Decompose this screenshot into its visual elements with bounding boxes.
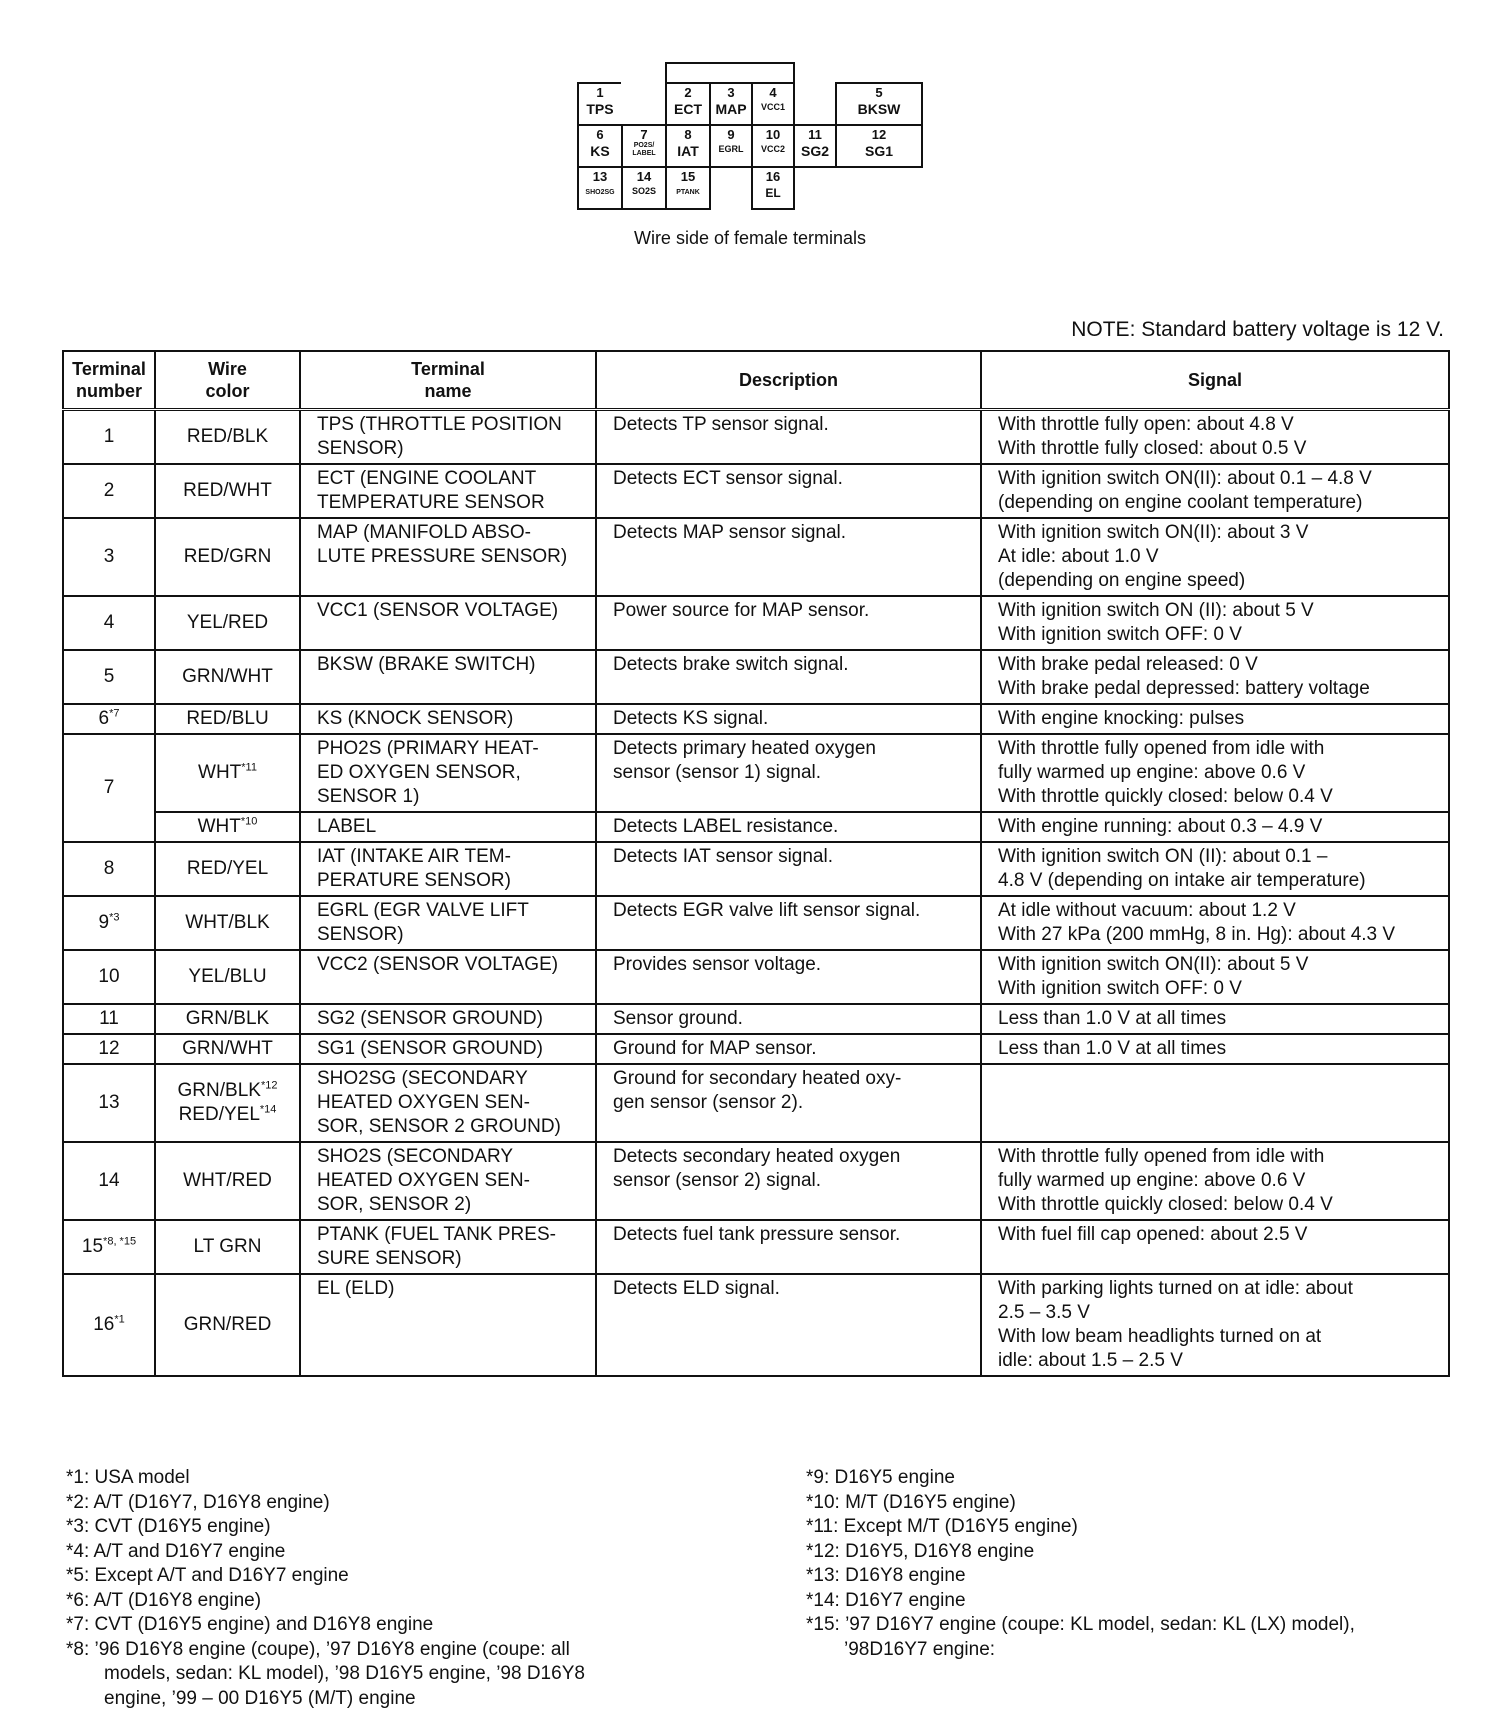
table-row — [63, 1274, 1449, 1376]
footnotes-right — [806, 1466, 1466, 1662]
footnotes-left — [66, 1466, 766, 1711]
description-cell: Detects primary heated oxygen sensor (sensor 1) signal. — [596, 734, 981, 812]
description-cell: Detects secondary heated oxygen sensor (sensor 2) signal. — [596, 1142, 981, 1220]
signal-cell: With engine running: about 0.3 – 4.9 V — [981, 812, 1449, 842]
terminal-1: 1 TPS — [577, 82, 623, 126]
description-cell: Detects ELD signal. — [596, 1274, 981, 1376]
table-row — [63, 1004, 1449, 1034]
signal-cell: At idle without vacuum: about 1.2 V With 27 kPa (200 mmHg, 8 in. Hg): about 4.3 V — [981, 896, 1449, 950]
footnote: *4: A/T and D16Y7 engine — [66, 1540, 286, 1562]
footnote: *5: Except A/T and D16Y7 engine — [66, 1565, 349, 1586]
description-cell: Ground for MAP sensor. — [596, 1034, 981, 1064]
footnote: *8: ’96 D16Y8 engine (coupe), ’97 D16Y8 engine (coupe: all models, sedan: KL model), ’98 D16Y5 engine, ’98 D16Y8 engine, ’99 – 00 D16Y5 (M/T) engine — [66, 1638, 585, 1709]
terminal-name-cell: SHO2SG (SECONDARY HEATED OXYGEN SEN- SOR, SENSOR 2 GROUND) — [300, 1064, 596, 1142]
terminal-number-cell: 1 — [63, 410, 155, 465]
footnote: *9: D16Y5 engine — [806, 1467, 955, 1488]
terminal-name-cell: IAT (INTAKE AIR TEM- PERATURE SENSOR) — [300, 842, 596, 896]
terminal-15: 15 PTANK — [665, 166, 711, 210]
table-row — [63, 596, 1449, 650]
terminal-blank-a — [621, 82, 667, 126]
footnote-ref: *12 — [260, 1079, 278, 1092]
wire-color-cell: YEL/RED — [155, 596, 300, 650]
wire-color-cell: GRN/WHT — [155, 1034, 300, 1064]
terminal-name-cell: PHO2S (PRIMARY HEAT- ED OXYGEN SENSOR, SENSOR 1) — [300, 734, 596, 812]
wire-color-cell: WHT/BLK — [155, 896, 300, 950]
signal-cell: With fuel fill cap opened: about 2.5 V — [981, 1220, 1449, 1274]
footnote-ref: *10 — [240, 815, 258, 828]
footnote: *14: D16Y7 engine — [806, 1589, 966, 1611]
terminal-5: 5 BKSW — [835, 82, 923, 126]
signal-cell: With throttle fully open: about 4.8 V With throttle fully closed: about 0.5 V — [981, 410, 1449, 465]
table-row — [63, 1064, 1449, 1142]
terminal-3: 3 MAP — [709, 82, 753, 126]
header-description: Description — [596, 351, 981, 410]
wire-color-cell: GRN/BLK — [155, 1004, 300, 1034]
terminal-number-cell: 7 — [63, 734, 155, 842]
table-row — [63, 734, 1449, 812]
description-cell: Detects EGR valve lift sensor signal. — [596, 896, 981, 950]
wire-color-cell: WHT$^{*11}$ — [155, 734, 300, 812]
header-signal: Signal — [981, 351, 1449, 410]
terminal-number-cell: 5 — [63, 650, 155, 704]
footnote: *7: CVT (D16Y5 engine) and D16Y8 engine — [66, 1614, 434, 1635]
signal-cell: With engine knocking: pulses — [981, 704, 1449, 734]
terminal-2: 2 ECT — [665, 82, 711, 126]
terminal-number-cell: 6$^{*7}$ — [63, 704, 155, 734]
terminal-name-cell: SG2 (SENSOR GROUND) — [300, 1004, 596, 1034]
wire-color-cell: WHT$^{*10}$ — [155, 812, 300, 842]
description-cell: Detects fuel tank pressure sensor. — [596, 1220, 981, 1274]
signal-cell: With ignition switch ON(II): about 5 V With ignition switch OFF: 0 V — [981, 950, 1449, 1004]
footnote: *11: Except M/T (D16Y5 engine) — [806, 1516, 1078, 1537]
signal-cell: Less than 1.0 V at all times — [981, 1034, 1449, 1064]
footnote: *1: USA model — [66, 1467, 190, 1488]
description-cell: Detects LABEL resistance. — [596, 812, 981, 842]
terminal-table — [62, 350, 1450, 1377]
terminal-name-cell: VCC1 (SENSOR VOLTAGE) — [300, 596, 596, 650]
table-row — [63, 518, 1449, 596]
terminal-number-cell: 11 — [63, 1004, 155, 1034]
wire-color-cell: GRN/RED — [155, 1274, 300, 1376]
footnote: *2: A/T (D16Y7, D16Y8 engine) — [66, 1491, 330, 1513]
description-cell: Detects brake switch signal. — [596, 650, 981, 704]
terminal-14: 14 SO2S — [621, 166, 667, 210]
terminal-number-cell: 14 — [63, 1142, 155, 1220]
wire-color-cell: GRN/WHT — [155, 650, 300, 704]
description-cell: Detects MAP sensor signal. — [596, 518, 981, 596]
footnote-ref: *8, *15 — [103, 1235, 137, 1248]
terminal-name-cell: PTANK (FUEL TANK PRES- SURE SENSOR) — [300, 1220, 596, 1274]
terminal-number-cell: 16$^{*1}$ — [63, 1274, 155, 1376]
footnote-ref: *7 — [109, 707, 120, 720]
table-row — [63, 1142, 1449, 1220]
signal-cell: Less than 1.0 V at all times — [981, 1004, 1449, 1034]
footnote: *15: ’97 D16Y7 engine (coupe: KL model, sedan: KL (LX) model), ’98D16Y7 engine: — [806, 1614, 1355, 1660]
terminal-number-cell: 10 — [63, 950, 155, 1004]
table-row — [63, 842, 1449, 896]
signal-cell: With parking lights turned on at idle: about 2.5 – 3.5 V With low beam headlights turned on at idle: about 1.5 – 2.5 V — [981, 1274, 1449, 1376]
terminal-name-cell: VCC2 (SENSOR VOLTAGE) — [300, 950, 596, 1004]
wire-color-cell: RED/BLU — [155, 704, 300, 734]
table-row — [63, 896, 1449, 950]
wire-color-cell: WHT/RED — [155, 1142, 300, 1220]
terminal-11: 11 SG2 — [793, 124, 837, 168]
signal-cell: With ignition switch ON (II): about 0.1 – 4.8 V (depending on intake air temperature) — [981, 842, 1449, 896]
battery-voltage-note: NOTE: Standard battery voltage is 12 V. — [1071, 318, 1444, 341]
terminal-12: 12 SG1 — [835, 124, 923, 168]
terminal-name-cell: TPS (THROTTLE POSITION SENSOR) — [300, 410, 596, 465]
connector-caption: Wire side of female terminals — [633, 228, 867, 248]
terminal-13: 13 SHO2SG — [577, 166, 623, 210]
terminal-name-cell: EGRL (EGR VALVE LIFT SENSOR) — [300, 896, 596, 950]
footnote: *10: M/T (D16Y5 engine) — [806, 1491, 1016, 1513]
terminal-number-cell: 9$^{*3}$ — [63, 896, 155, 950]
footnote: *3: CVT (D16Y5 engine) — [66, 1516, 271, 1537]
wire-color-cell: GRN/BLK$^{*12}$ RED/YEL$^{*14}$ — [155, 1064, 300, 1142]
description-cell: Detects ECT sensor signal. — [596, 464, 981, 518]
signal-cell: With ignition switch ON (II): about 5 V With ignition switch OFF: 0 V — [981, 596, 1449, 650]
wire-color-cell: RED/BLK — [155, 410, 300, 465]
signal-cell: With brake pedal released: 0 V With brake pedal depressed: battery voltage — [981, 650, 1449, 704]
terminal-16: 16 EL — [751, 166, 795, 210]
terminal-name-cell: EL (ELD) — [300, 1274, 596, 1376]
wire-color-cell: YEL/BLU — [155, 950, 300, 1004]
terminal-8: 8 IAT — [665, 124, 711, 168]
terminal-number-cell: 13 — [63, 1064, 155, 1142]
table-row — [63, 704, 1449, 734]
description-cell: Detects IAT sensor signal. — [596, 842, 981, 896]
footnote: *6: A/T (D16Y8 engine) — [66, 1589, 262, 1611]
footnote: *12: D16Y5, D16Y8 engine — [806, 1540, 1035, 1562]
table-body — [63, 410, 1449, 1377]
terminal-number-cell: 12 — [63, 1034, 155, 1064]
terminal-name-cell: ECT (ENGINE COOLANT TEMPERATURE SENSOR — [300, 464, 596, 518]
terminal-name-cell: SG1 (SENSOR GROUND) — [300, 1034, 596, 1064]
terminal-name-cell: LABEL — [300, 812, 596, 842]
table-header-row — [63, 351, 1449, 410]
terminal-number-cell: 2 — [63, 464, 155, 518]
table-row — [63, 464, 1449, 518]
terminal-name-cell: SHO2S (SECONDARY HEATED OXYGEN SEN- SOR, SENSOR 2) — [300, 1142, 596, 1220]
terminal-number-cell: 3 — [63, 518, 155, 596]
footnote: *13: D16Y8 engine — [806, 1565, 966, 1586]
description-cell: Provides sensor voltage. — [596, 950, 981, 1004]
table-row — [63, 1034, 1449, 1064]
footnote-ref: *3 — [109, 911, 120, 924]
connector-key — [665, 62, 795, 84]
signal-cell: With throttle fully opened from idle with fully warmed up engine: above 0.6 V With throttle quickly closed: below 0.4 V — [981, 734, 1449, 812]
table-row — [63, 410, 1449, 465]
description-cell: Detects KS signal. — [596, 704, 981, 734]
description-cell: Detects TP sensor signal. — [596, 410, 981, 465]
footnote-ref: *11 — [241, 761, 257, 774]
description-cell: Ground for secondary heated oxy- gen sensor (sensor 2). — [596, 1064, 981, 1142]
header-terminal-name: Terminal name — [300, 351, 596, 410]
table-row — [63, 812, 1449, 842]
signal-cell: With ignition switch ON(II): about 3 V At idle: about 1.0 V (depending on engine speed) — [981, 518, 1449, 596]
wire-color-cell: RED/WHT — [155, 464, 300, 518]
description-cell: Power source for MAP sensor. — [596, 596, 981, 650]
terminal-number-cell: 4 — [63, 596, 155, 650]
terminal-name-cell: BKSW (BRAKE SWITCH) — [300, 650, 596, 704]
terminal-9: 9 EGRL — [709, 124, 753, 168]
table-row — [63, 950, 1449, 1004]
terminal-number-cell: 8 — [63, 842, 155, 896]
terminal-6: 6 KS — [577, 124, 623, 168]
header-terminal-number: Terminal number — [63, 351, 155, 410]
table-row — [63, 1220, 1449, 1274]
signal-cell — [981, 1064, 1449, 1142]
table-row — [63, 650, 1449, 704]
terminal-4: 4 VCC1 — [751, 82, 795, 126]
signal-cell: With throttle fully opened from idle with fully warmed up engine: above 0.6 V With throttle quickly closed: below 0.4 V — [981, 1142, 1449, 1220]
terminal-number-cell: $15^{*8, *15}$ — [63, 1220, 155, 1274]
wire-color-cell: RED/GRN — [155, 518, 300, 596]
description-cell: Sensor ground. — [596, 1004, 981, 1034]
terminal-10: 10 VCC2 — [751, 124, 795, 168]
footnote-ref: *1 — [114, 1313, 125, 1326]
wire-color-cell: LT GRN — [155, 1220, 300, 1274]
terminal-name-cell: KS (KNOCK SENSOR) — [300, 704, 596, 734]
wire-color-cell: RED/YEL — [155, 842, 300, 896]
header-wire-color: Wire color — [155, 351, 300, 410]
terminal-7: 7 PO2S/ LABEL — [621, 124, 667, 168]
terminal-name-cell: MAP (MANIFOLD ABSO- LUTE PRESSURE SENSOR) — [300, 518, 596, 596]
signal-cell: With ignition switch ON(II): about 0.1 – 4.8 V (depending on engine coolant temperature) — [981, 464, 1449, 518]
footnote-ref: *14 — [259, 1103, 277, 1116]
